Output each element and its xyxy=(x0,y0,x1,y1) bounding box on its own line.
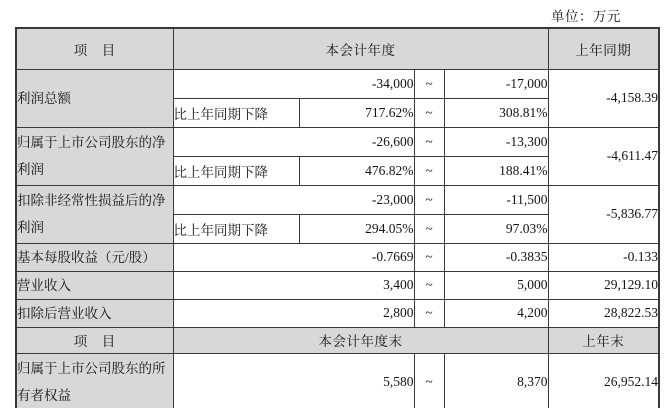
value-low: 2,800 xyxy=(173,299,414,327)
table-row xyxy=(16,243,659,271)
value-high: 5,000 xyxy=(444,271,548,299)
row-label: 利润总额 xyxy=(16,69,173,127)
row-label: 营业收入 xyxy=(16,271,173,299)
tilde-separator: ~ xyxy=(414,156,444,185)
table-row xyxy=(16,69,659,98)
row-label: 归属于上市公司股东的净利润 xyxy=(16,127,173,185)
row-label: 基本每股收益（元/股） xyxy=(16,243,173,271)
value-low: -26,600 xyxy=(173,127,414,156)
prior-value: 28,822.53 xyxy=(548,299,659,327)
table-row xyxy=(16,299,659,327)
change-low: 476.82% xyxy=(299,156,414,185)
value-high: 4,200 xyxy=(444,299,548,327)
tilde-separator: ~ xyxy=(414,243,444,271)
tilde-separator: ~ xyxy=(414,299,444,327)
prior-value: -4,611.47 xyxy=(548,127,659,185)
tilde-separator: ~ xyxy=(414,271,444,299)
value-low: 5,580 xyxy=(173,353,414,408)
prior-value: -4,158.39 xyxy=(548,69,659,127)
table-row xyxy=(16,185,659,214)
change-label: 比上年同期下降 xyxy=(173,156,299,185)
change-high: 308.81% xyxy=(444,98,548,127)
tilde-separator: ~ xyxy=(414,214,444,243)
table-row xyxy=(16,127,659,156)
prior-value: 29,129.10 xyxy=(548,271,659,299)
tilde-separator: ~ xyxy=(414,98,444,127)
value-high: -13,300 xyxy=(444,127,548,156)
section2-header-row xyxy=(16,327,659,353)
value-low: -34,000 xyxy=(173,69,414,98)
header-item: 项 目 xyxy=(16,28,173,69)
change-high: 97.03% xyxy=(444,214,548,243)
value-low: 3,400 xyxy=(173,271,414,299)
change-low: 294.05% xyxy=(299,214,414,243)
row-label: 扣除后营业收入 xyxy=(16,299,173,327)
value-high: 8,370 xyxy=(444,353,548,408)
financial-forecast-table xyxy=(15,27,660,408)
header-current-period: 本会计年度 xyxy=(173,28,548,69)
tilde-separator: ~ xyxy=(414,353,444,408)
tilde-separator: ~ xyxy=(414,69,444,98)
change-low: 717.62% xyxy=(299,98,414,127)
header-period-end: 本会计年度末 xyxy=(173,327,548,353)
prior-value: -0.133 xyxy=(548,243,659,271)
unit-label: 单位：万元 xyxy=(551,9,621,24)
header-prior-period: 上年同期 xyxy=(548,28,659,69)
header-item: 项 目 xyxy=(16,327,173,353)
table-row xyxy=(16,353,659,408)
row-label: 归属于上市公司股东的所有者权益 xyxy=(16,353,173,408)
value-high: -17,000 xyxy=(444,69,548,98)
tilde-separator: ~ xyxy=(414,127,444,156)
change-label: 比上年同期下降 xyxy=(173,98,299,127)
section1-header-row xyxy=(16,28,659,69)
value-high: -11,500 xyxy=(444,185,548,214)
row-label: 扣除非经常性损益后的净利润 xyxy=(16,185,173,243)
value-low: -0.7669 xyxy=(173,243,414,271)
value-low: -23,000 xyxy=(173,185,414,214)
value-high: -0.3835 xyxy=(444,243,548,271)
header-prior-year-end: 上年末 xyxy=(548,327,659,353)
change-high: 188.41% xyxy=(444,156,548,185)
tilde-separator: ~ xyxy=(414,185,444,214)
change-label: 比上年同期下降 xyxy=(173,214,299,243)
prior-value: -5,836.77 xyxy=(548,185,659,243)
table-row xyxy=(16,271,659,299)
prior-value: 26,952.14 xyxy=(548,353,659,408)
